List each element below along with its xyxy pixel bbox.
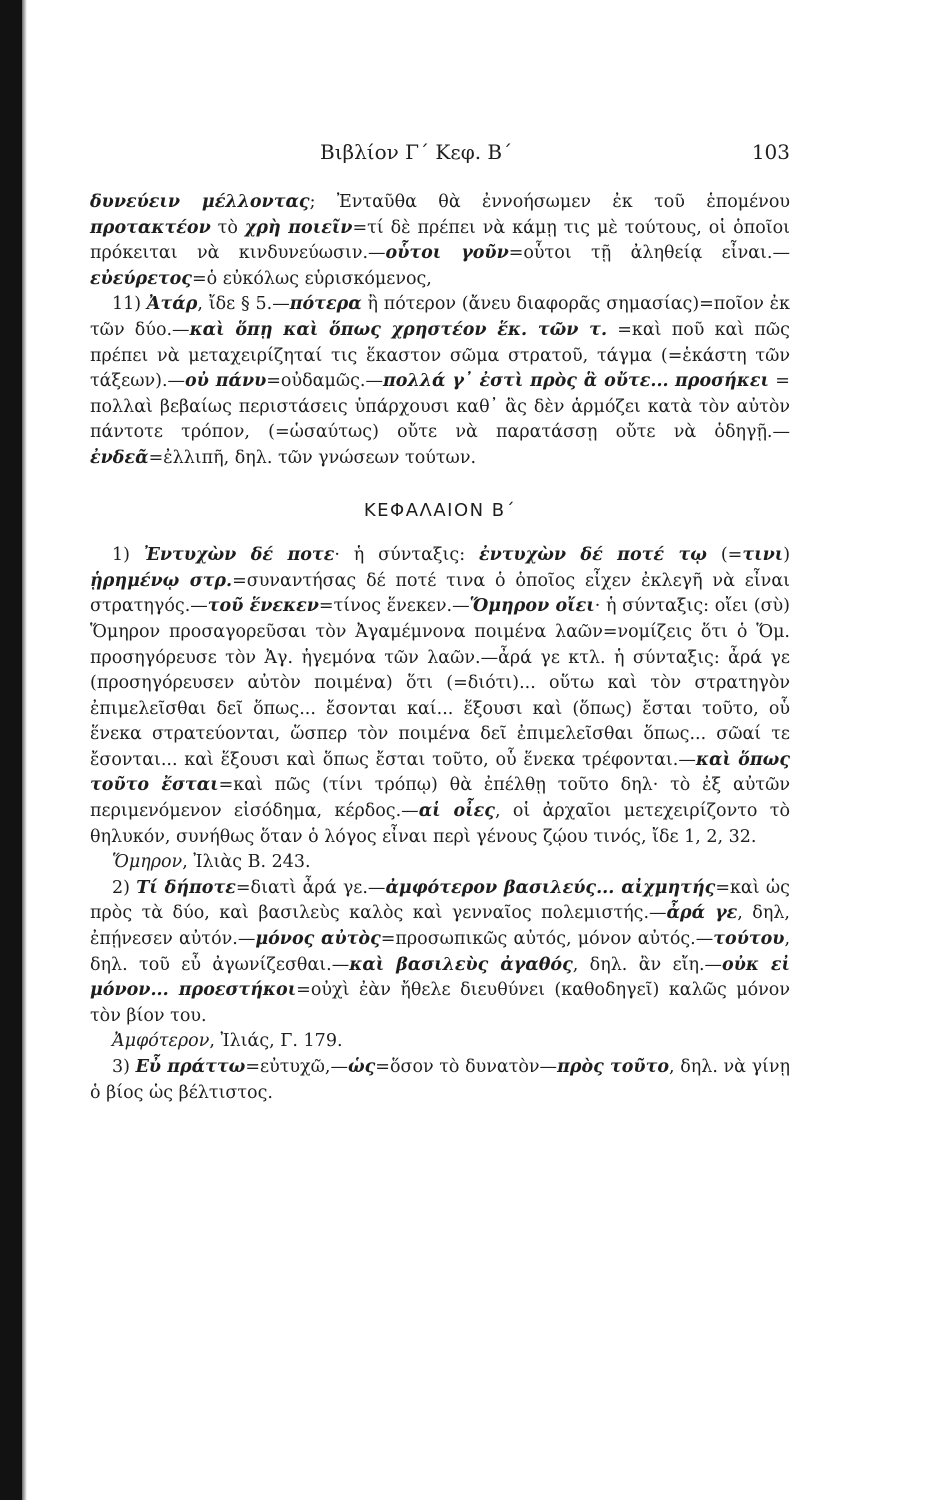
running-head: [90, 140, 790, 170]
source-reference-iliad-g: Ἀμφότερον, Ἰλιάς, Γ. 179.: [112, 1031, 343, 1052]
paragraph-commentary-1: 1) Ἐντυχὼν δέ ποτε· ἡ σύνταξις: ἐντυχὼν δέ ποτέ τῳ (=τινι) ᾑρημένῳ στρ.=συναντήσας δέ ποτέ τινα ὁ ὁποῖος εἶχεν ἐκλεγῆ νὰ εἶναι στρατηγός.—τοῦ ἕνεκεν=τίνος ἕνεκεν.—Ὅμηρον οἴει· ἡ σύνταξις: οἴει (σὺ) Ὅμηρον προσαγορεῦσαι τὸν Ἀγαμέμνονα ποιμένα λαῶν=νομίζεις ὅτι ὁ Ὅμ. προσηγόρευσε τὸν Ἀγ. ἡγεμόνα τῶν λαῶν.—ἆρά γε κτλ. ἡ σύνταξις: ἆρά γε (προσηγόρευσεν αὐτὸν ποιμένα) ὅτι (=διότι)... οὕτω καὶ τὸν στρατηγὸν ἐπιμελεῖσθαι δεῖ ὅπως... ἔσονται καί... ἕξουσι καὶ (ὅπως) ἔσται τοῦτο, οὗ ἕνεκα στρατεύονται, ὥσπερ τὸν ποιμένα δεῖ ἐπιμελεῖσθαι ὅπως... σῶαί τε ἔσονται... καὶ ἕξουσι καὶ ὅπως ἔσται τοῦτο, οὗ ἕνεκα τρέφονται.—καὶ ὅπως τοῦτο ἔσται=καὶ πῶς (τίνι τρόπῳ) θὰ ἐπέλθῃ τοῦτο δηλ· τὸ ἐξ αὐτῶν περιμενόμενον εἰσόδημα, κέρδος.—αἱ οἶες, οἱ ἀρχαῖοι μετεχειρίζοντο τὸ θηλυκόν, συνήθως ὅταν ὁ λόγος εἶναι περὶ γένους ζῴου τινός, ἴδε 1, 2, 32.: [90, 545, 791, 847]
page-number: 103: [751, 140, 790, 164]
book-page: [90, 140, 790, 1106]
paragraph-commentary-3: 3) Εὖ πράττω=εὐτυχῶ,—ὡς=ὅσον τὸ δυνατὸν—πρὸς τοῦτο, δηλ. νὰ γίνῃ ὁ βίος ὡς βέλτιστος.: [90, 1057, 791, 1103]
paragraph-commentary-10: δυνεύειν μέλλοντας; Ἐνταῦθα θὰ ἐννοήσωμεν ἐκ τοῦ ἑπομένου προτακτέον τὸ χρὴ ποιεῖν=τί δὲ πρέπει νὰ κάμῃ τις μὲ τούτους, οἱ ὁποῖοι πρόκειται νὰ κινδυνεύωσιν.—οὗτοι γοῦν=οὗτοι τῇ ἀληθείᾳ εἶναι.—εὐεύρετος=ὁ εὐκόλως εὑρισκόμενος,: [90, 192, 790, 289]
binding-shadow: [22, 0, 27, 1500]
running-head-title: Βιβλίον Γ΄ Κεφ. Β΄: [320, 140, 513, 164]
source-reference-iliad-b: Ὅμηρον, Ἰλιὰς Β. 243.: [112, 852, 311, 873]
commentary-text: [90, 190, 790, 1106]
paragraph-commentary-11: 11) Ἀτάρ, ἴδε § 5.—πότερα ἢ πότερον (ἄνευ διαφορᾶς σημασίας)=ποῖον ἐκ τῶν δύο.—καὶ ὅπῃ καὶ ὅπως χρηστέον ἕκ. τῶν τ. =καὶ ποῦ καὶ πῶς πρέπει νὰ μεταχειρίζηταί τις ἕκαστον σῶμα στρατοῦ, τάγμα (=ἑκάστη τῶν τάξεων).—οὐ πάνυ=οὐδαμῶς.—πολλά γ᾿ ἐστὶ πρὸς ἃ οὔτε... προσήκει = πολλαὶ βεβαίως περιστάσεις ὑπάρχουσι καθ᾿ ἃς δὲν ἁρμόζει κατὰ τὸν αὐτὸν πάντοτε τρόπον, (=ὡσαύτως) οὔτε νὰ παρατάσσῃ οὔτε νὰ ὁδηγῇ.—ἐνδεᾶ=ἐλλιπῆ, δηλ. τῶν γνώσεων τούτων.: [90, 294, 790, 468]
book-binding-edge: [0, 0, 22, 1500]
chapter-heading: ΚΕΦΑΛΑΙΟΝ Β΄: [363, 499, 517, 521]
paragraph-commentary-2: 2) Τί δήποτε=διατὶ ἆρά γε.—ἀμφότερον βασιλεύς... αἰχμητής=καὶ ὡς πρὸς τὰ δύο, καὶ βασιλεὺς καλὸς καὶ γενναῖος πολεμιστής.—ἆρά γε, δηλ, ἐπῄνεσεν αὐτόν.—μόνος αὐτὸς=προσωπικῶς αὐτός, μόνον αὐτός.—τούτου, δηλ. τοῦ εὖ ἀγωνίζεσθαι.—καὶ βασιλεὺς ἀγαθός, δηλ. ἂν εἴη.—οὐκ εἰ μόνον... προεστήκοι=οὐχὶ ἐὰν ἤθελε διευθύνει (καθοδηγεῖ) καλῶς μόνον τὸν βίον του.: [90, 877, 791, 1026]
